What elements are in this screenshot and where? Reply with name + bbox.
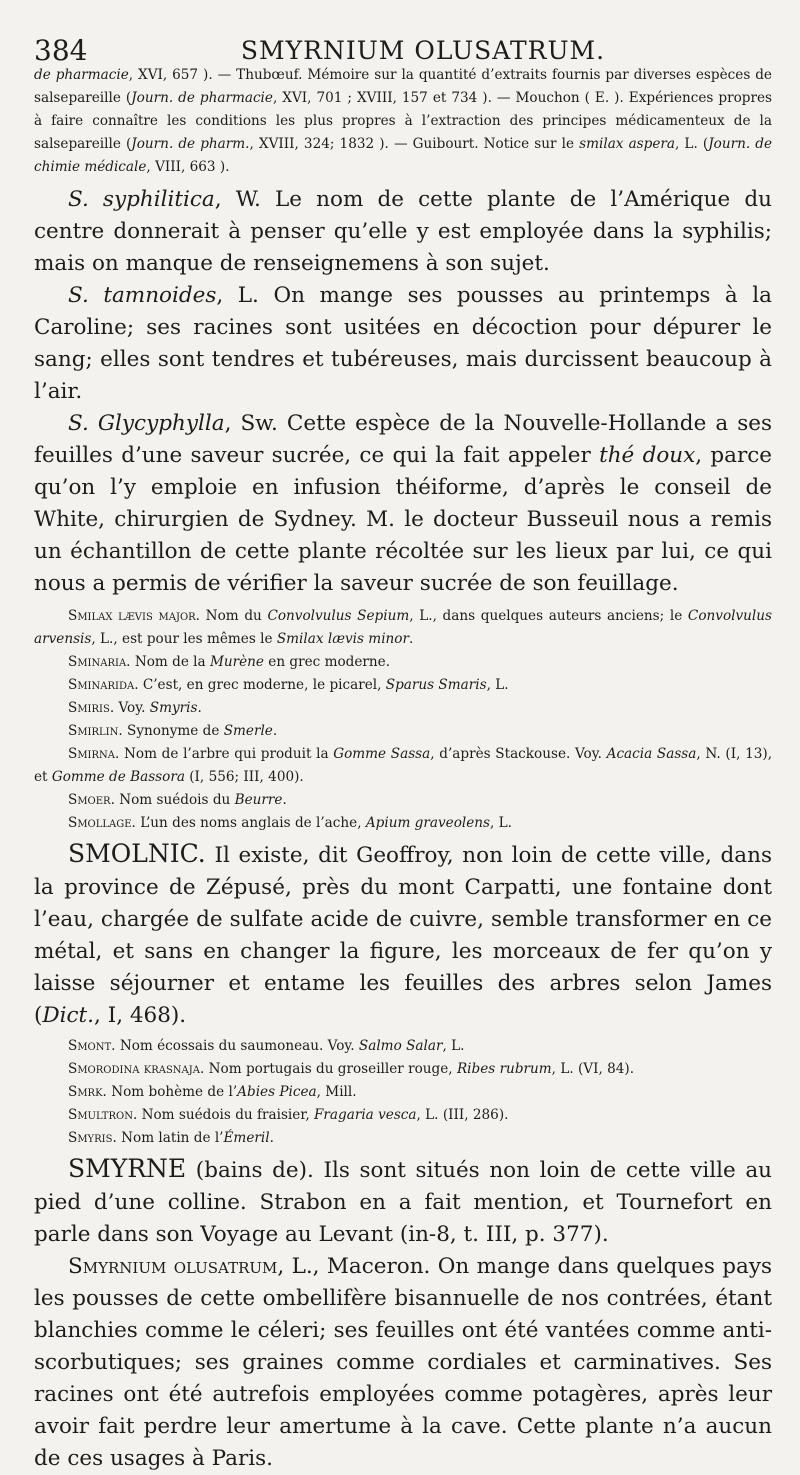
entry-smyris bbox=[34, 1127, 772, 1150]
entry-term: Smyrnium olusatrum bbox=[68, 1254, 278, 1279]
entry-text: Nom de la bbox=[130, 654, 210, 670]
entry-italic: Smerle bbox=[223, 723, 273, 739]
entry-s-glycyphylla bbox=[34, 408, 772, 600]
entry-italic: Convolvulus Sepium bbox=[267, 608, 410, 624]
entry-term: SMYRNE bbox=[68, 1154, 187, 1183]
entry-text: , L. On mange ses pousses au printemps à la Caroline; ses racines sont usitées en décoction pour dépurer le sang; elles sont tendres et tubéreuses, mais durcissent beaucoup à l’air. bbox=[34, 283, 772, 404]
entry-italic: Gomme Sassa bbox=[333, 746, 431, 762]
entry-text: Il existe, dit Geoffroy, non loin de cette ville, dans la province de Zépusé, près du mont Carpatti, une fontaine dont l’eau, chargée de sulfate acide de cuivre, semble transformer en ce métal, et sans en changer la figure, les morceaux de fer qu’on y laisse séjourner et entame les feuilles des arbres selon James ( bbox=[34, 843, 772, 1028]
entry-s-syphilitica bbox=[34, 184, 772, 280]
entry-text: . bbox=[269, 1130, 274, 1146]
entry-italic: Smilax lævis minor bbox=[276, 631, 409, 647]
entry-s-tamnoides bbox=[34, 280, 772, 408]
entry-term: Smont. bbox=[68, 1038, 116, 1054]
entry-term: S. syphilitica bbox=[68, 187, 215, 212]
entry-term: S. Glycyphylla bbox=[68, 411, 225, 436]
entry-text: , I, 468). bbox=[94, 1003, 187, 1028]
entry-text: , L. bbox=[486, 677, 509, 693]
entry-text: Nom bohème de l’ bbox=[106, 1084, 238, 1100]
entry-text: , Sw. Cette espèce de la Nouvelle-Hollande a ses feuilles d’une saveur sucrée, ce qui la fait appeler bbox=[34, 411, 772, 468]
entry-term: SMOLNIC. bbox=[68, 839, 206, 868]
entry-term: Smilax lævis major. bbox=[68, 608, 201, 624]
entry-italic: Acacia Sassa bbox=[606, 746, 697, 762]
entry-smorodina-krasnaja bbox=[34, 1058, 772, 1081]
entry-text: . bbox=[197, 700, 202, 716]
entry-term: S. tamnoides bbox=[68, 283, 217, 308]
entry-term: Smyris. bbox=[68, 1130, 117, 1146]
entry-text: , parce qu’on l’y emploie en infusion théiforme, d’après le conseil de White, chirurgien de Sydney. M. le docteur Busseuil nous a remis un échantillon de cette plante récoltée sur les lieux par lui, ce qui nous a permis de vérifier la saveur sucrée de son feuillage. bbox=[34, 443, 772, 596]
entry-smolnic bbox=[34, 838, 772, 1032]
entry-text: Nom de l’arbre qui produit la bbox=[119, 746, 334, 762]
entry-smollage bbox=[34, 812, 772, 835]
entry-italic: Gomme de Bassora bbox=[51, 769, 185, 785]
entry-text: , L., Maceron. On mange dans quelques pays les pousses de cette ombellifère bisannuelle de nos contrées, étant blanchies comme le céleri; ses feuilles ont été vantées comme anti-scorbutiques; ses graines comme cordiales et carminatives. Ses racines ont été autrefois employées comme potagères, après leur avoir fait perdre leur amertume à la cave. Cette plante n’a aucun de ces usages à Paris. bbox=[34, 1254, 772, 1471]
entry-text: Nom portugais du groseiller rouge, bbox=[204, 1061, 457, 1077]
entry-text: Nom écossais du saumoneau. Voy. bbox=[115, 1038, 359, 1054]
entry-text: , Mill. bbox=[316, 1084, 357, 1100]
entry-term: Smrk. bbox=[68, 1084, 107, 1100]
ref-text: , VIII, 663 ). bbox=[146, 159, 230, 175]
entry-italic: thé doux bbox=[599, 443, 696, 468]
ref-text: , XVI, 657 ). — Thubœuf. Mémoire sur la quantité d’extraits fournis par diverses espèces de salsepareille ( bbox=[34, 67, 772, 106]
entry-term: Smorodina krasnaja. bbox=[68, 1061, 205, 1077]
entry-italic: Murène bbox=[209, 654, 264, 670]
entry-smont bbox=[34, 1035, 772, 1058]
entry-italic: Sparus Smaris bbox=[385, 677, 487, 693]
entry-text: en grec moderne. bbox=[263, 654, 391, 670]
entry-italic: Salmo Salar bbox=[358, 1038, 443, 1054]
entry-text: Synonyme de bbox=[122, 723, 224, 739]
ref-title: Journ. de pharm. bbox=[131, 136, 250, 152]
running-title: SMYRNIUM OLUSATRUM. bbox=[240, 36, 606, 65]
entry-text: , L. bbox=[442, 1038, 465, 1054]
entry-text: Nom latin de l’ bbox=[116, 1130, 224, 1146]
ref-title: Journ. de chimie médicale bbox=[34, 136, 773, 175]
entry-term: Smultron. bbox=[68, 1107, 138, 1123]
entry-sminaria bbox=[34, 651, 772, 674]
entry-text: , N. (I, 13), et bbox=[34, 746, 773, 785]
entry-sminarida bbox=[34, 674, 772, 697]
entry-italic: Dict. bbox=[42, 1003, 95, 1028]
entry-text: , W. Le nom de cette plante de l’Amérique du centre donnerait à penser qu’elle y est employée dans la syphilis; mais on manque de renseignemens à son sujet. bbox=[34, 187, 772, 276]
ref-text: , XVIII, 324; 1832 ). — Guibourt. Notice sur le bbox=[249, 136, 580, 152]
entry-term: Smoer. bbox=[68, 792, 115, 808]
entry-smrk bbox=[34, 1081, 772, 1104]
entry-text: , L. bbox=[490, 815, 513, 831]
entry-smirna bbox=[34, 743, 772, 789]
entry-smirlin bbox=[34, 720, 772, 743]
entry-text: Nom suédois du fraisier, bbox=[137, 1107, 314, 1123]
entry-text: L’un des noms anglais de l’ache, bbox=[135, 815, 366, 831]
entry-text: . bbox=[272, 723, 278, 739]
entry-smyrne bbox=[34, 1153, 772, 1251]
entry-italic: Smyris bbox=[149, 700, 198, 716]
entry-italic: Convolvulus arvensis bbox=[34, 608, 772, 647]
entry-term: Smiris. bbox=[68, 700, 115, 716]
entry-italic: Ribes rubrum bbox=[456, 1061, 552, 1077]
entry-text: , L., est pour les mêmes le bbox=[91, 631, 277, 647]
page-header bbox=[34, 30, 772, 67]
entry-term: Smirlin. bbox=[68, 723, 123, 739]
entry-text: . bbox=[282, 792, 287, 808]
entry-italic: Fragaria vesca bbox=[313, 1107, 417, 1123]
entry-text: , L., dans quelques auteurs anciens; le bbox=[409, 608, 688, 624]
entry-smoer bbox=[34, 789, 772, 812]
entry-text: , L. (VI, 84). bbox=[551, 1061, 635, 1077]
entry-text: , d’après Stackouse. Voy. bbox=[430, 746, 607, 762]
entry-text: Nom suédois du bbox=[114, 792, 235, 808]
ref-text: , L. ( bbox=[675, 136, 709, 152]
entry-text: (bains de). Ils sont situés non loin de cette ville au pied d’une colline. Strabon en a fait mention, et Tournefort en parle dans son Voyage au Levant (in-8, t. III, p. 377). bbox=[34, 1158, 772, 1247]
ref-text: , XVI, 701 ; XVIII, 157 et 734 ). — Mouchon ( E. ). Expériences propres à faire connaître les conditions les plus propres à l’extraction des principes médicamenteux de la salsepareille ( bbox=[34, 90, 772, 152]
entry-text: Voy. bbox=[114, 700, 150, 716]
entry-italic: Beurre bbox=[234, 792, 283, 808]
entry-italic: Abies Picea bbox=[237, 1084, 317, 1100]
page-number: 384 bbox=[34, 34, 88, 67]
entry-italic: Émeril bbox=[223, 1130, 270, 1146]
entry-term: Smirna. bbox=[68, 746, 120, 762]
entry-smultron bbox=[34, 1104, 772, 1127]
references-paragraph bbox=[34, 64, 772, 179]
entry-text: , L. (III, 286). bbox=[416, 1107, 509, 1123]
entry-term: Sminaria. bbox=[68, 654, 131, 670]
entry-text: (I, 556; III, 400). bbox=[184, 769, 304, 785]
entry-text: C’est, en grec moderne, le picarel, bbox=[138, 677, 386, 693]
ref-title: de pharmacie bbox=[34, 67, 129, 83]
entry-term: Smollage. bbox=[68, 815, 136, 831]
entry-text: Nom du bbox=[200, 608, 268, 624]
ref-title: Journ. de pharmacie bbox=[131, 90, 273, 106]
ref-species: smilax aspera bbox=[579, 136, 676, 152]
entry-italic: Apium graveolens bbox=[365, 815, 491, 831]
entry-term: Sminarida. bbox=[68, 677, 139, 693]
entry-smyrnium-olusatrum bbox=[34, 1251, 772, 1475]
entry-text: . bbox=[408, 631, 414, 647]
entry-smilax-laevis-major bbox=[34, 605, 772, 651]
entry-smiris bbox=[34, 697, 772, 720]
